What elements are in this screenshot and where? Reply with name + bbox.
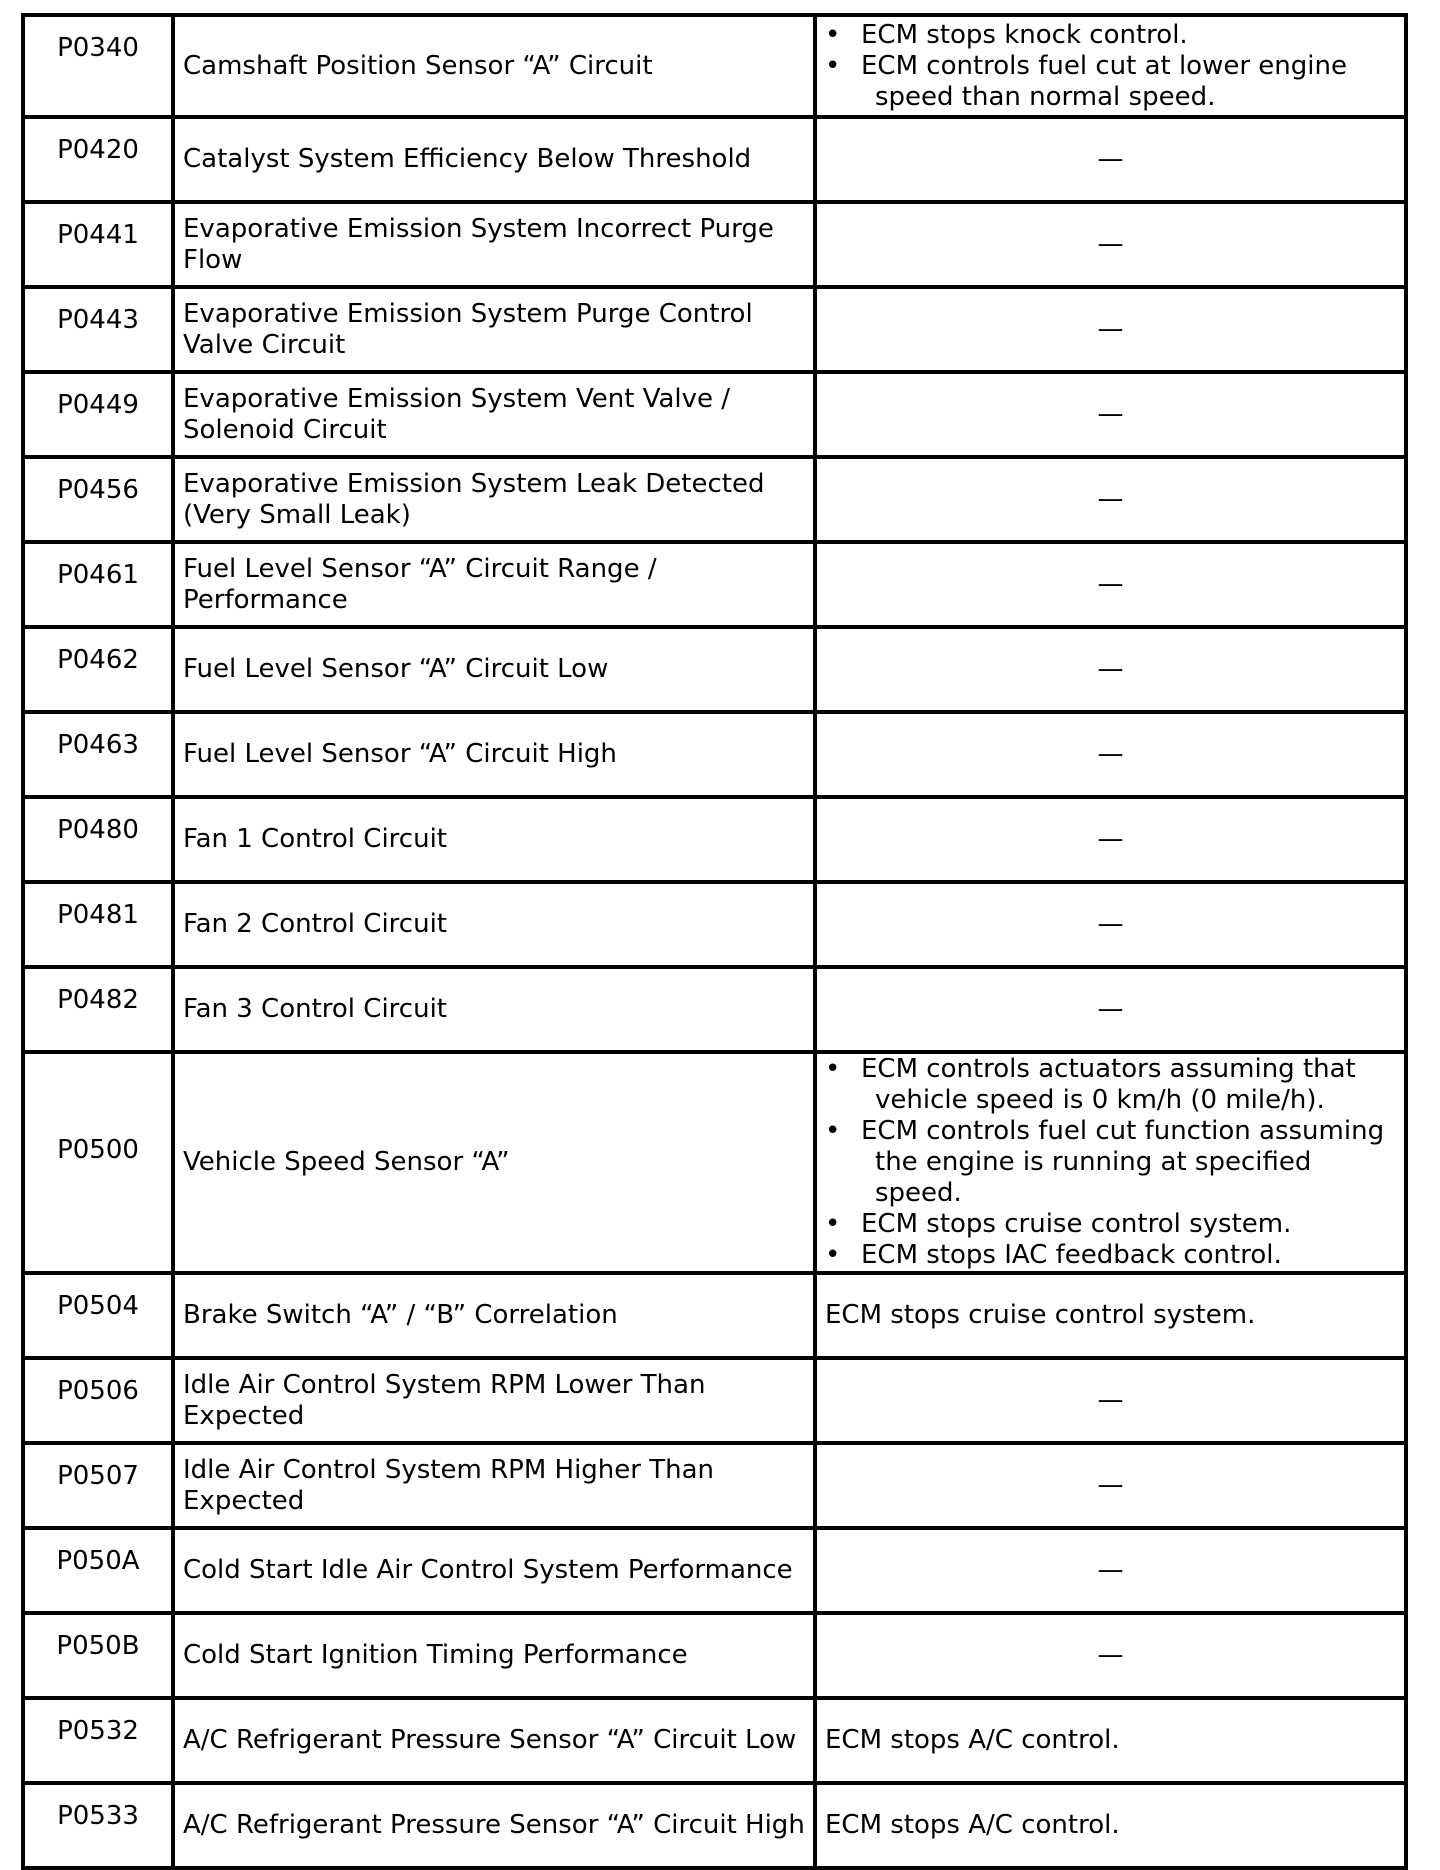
table-row [23,117,1406,202]
detected-item: Fan 2 Control Circuit [173,882,815,967]
dtc-code: P0462 [23,627,173,712]
dtc-failsafe-table [21,13,1408,1870]
table-row [23,882,1406,967]
detected-item: Fuel Level Sensor “A” Circuit Low [173,627,815,712]
detected-item: Evaporative Emission System Leak Detected (Very Small Leak) [173,457,815,542]
fail-safe-cell: ECM stops A/C control. [815,1698,1406,1783]
dtc-code: P0507 [23,1443,173,1528]
fail-safe-cell: — [815,1358,1406,1443]
table-row [23,202,1406,287]
fail-safe-item: • ECM controls fuel cut at lower engine speed than normal speed. [861,51,1396,113]
table-row [23,712,1406,797]
table-row [23,372,1406,457]
fail-safe-item: • ECM stops cruise control system. [861,1209,1396,1240]
fail-safe-list [825,1054,1396,1271]
fail-safe-cell: ECM stops cruise control system. [815,1273,1406,1358]
table-row [23,457,1406,542]
detected-item: Camshaft Position Sensor “A” Circuit [173,15,815,117]
dtc-code: P0463 [23,712,173,797]
fail-safe-item: • ECM controls fuel cut function assuming the engine is running at specified speed. [861,1116,1396,1209]
fail-safe-cell [815,1052,1406,1273]
detected-item: Idle Air Control System RPM Higher Than Expected [173,1443,815,1528]
detected-item: A/C Refrigerant Pressure Sensor “A” Circuit High [173,1783,815,1868]
table-row [23,1613,1406,1698]
dtc-code: P0482 [23,967,173,1052]
fail-safe-item: • ECM controls actuators assuming that vehicle speed is 0 km/h (0 mile/h). [861,1054,1396,1116]
table-row [23,1443,1406,1528]
fail-safe-cell: — [815,287,1406,372]
detected-item: Brake Switch “A” / “B” Correlation [173,1273,815,1358]
fail-safe-cell: — [815,457,1406,542]
fail-safe-cell: — [815,712,1406,797]
detected-item: Cold Start Idle Air Control System Performance [173,1528,815,1613]
table-row [23,1052,1406,1273]
dtc-code: P0420 [23,117,173,202]
table-row [23,1698,1406,1783]
fail-safe-cell: — [815,202,1406,287]
fail-safe-cell: — [815,1443,1406,1528]
detected-item: Fan 3 Control Circuit [173,967,815,1052]
fail-safe-cell [815,15,1406,117]
fail-safe-item: • ECM stops knock control. [861,20,1396,51]
detected-item: Evaporative Emission System Purge Control Valve Circuit [173,287,815,372]
dtc-code: P0504 [23,1273,173,1358]
table-row [23,1273,1406,1358]
fail-safe-cell: — [815,542,1406,627]
fail-safe-cell: — [815,1528,1406,1613]
dtc-code: P0441 [23,202,173,287]
fail-safe-item: • ECM stops IAC feedback control. [861,1240,1396,1271]
detected-item: Vehicle Speed Sensor “A” [173,1052,815,1273]
fail-safe-cell: — [815,797,1406,882]
table-row [23,967,1406,1052]
fail-safe-cell: — [815,117,1406,202]
detected-item: A/C Refrigerant Pressure Sensor “A” Circuit Low [173,1698,815,1783]
detected-item: Idle Air Control System RPM Lower Than Expected [173,1358,815,1443]
dtc-code: P0500 [23,1052,173,1273]
table-row [23,1358,1406,1443]
dtc-code: P0461 [23,542,173,627]
dtc-code: P050B [23,1613,173,1698]
table-row [23,287,1406,372]
fail-safe-cell: — [815,1613,1406,1698]
dtc-code: P050A [23,1528,173,1613]
dtc-code: P0480 [23,797,173,882]
table-body [23,15,1406,1868]
table-row [23,542,1406,627]
detected-item: Evaporative Emission System Incorrect Purge Flow [173,202,815,287]
fail-safe-list [825,20,1396,113]
table-row [23,15,1406,117]
fail-safe-cell: — [815,372,1406,457]
table-row [23,797,1406,882]
detected-item: Fan 1 Control Circuit [173,797,815,882]
dtc-code: P0449 [23,372,173,457]
detected-item: Fuel Level Sensor “A” Circuit High [173,712,815,797]
fail-safe-cell: — [815,882,1406,967]
detected-item: Catalyst System Efficiency Below Threshold [173,117,815,202]
detected-item: Evaporative Emission System Vent Valve / Solenoid Circuit [173,372,815,457]
detected-item: Fuel Level Sensor “A” Circuit Range / Performance [173,542,815,627]
dtc-code: P0506 [23,1358,173,1443]
dtc-code: P0443 [23,287,173,372]
fail-safe-cell: — [815,627,1406,712]
dtc-code: P0456 [23,457,173,542]
table-row [23,627,1406,712]
table-row [23,1783,1406,1868]
dtc-code: P0481 [23,882,173,967]
detected-item: Cold Start Ignition Timing Performance [173,1613,815,1698]
fail-safe-cell: — [815,967,1406,1052]
dtc-code: P0532 [23,1698,173,1783]
table-row [23,1528,1406,1613]
fail-safe-cell: ECM stops A/C control. [815,1783,1406,1868]
dtc-code: P0340 [23,15,173,117]
dtc-code: P0533 [23,1783,173,1868]
